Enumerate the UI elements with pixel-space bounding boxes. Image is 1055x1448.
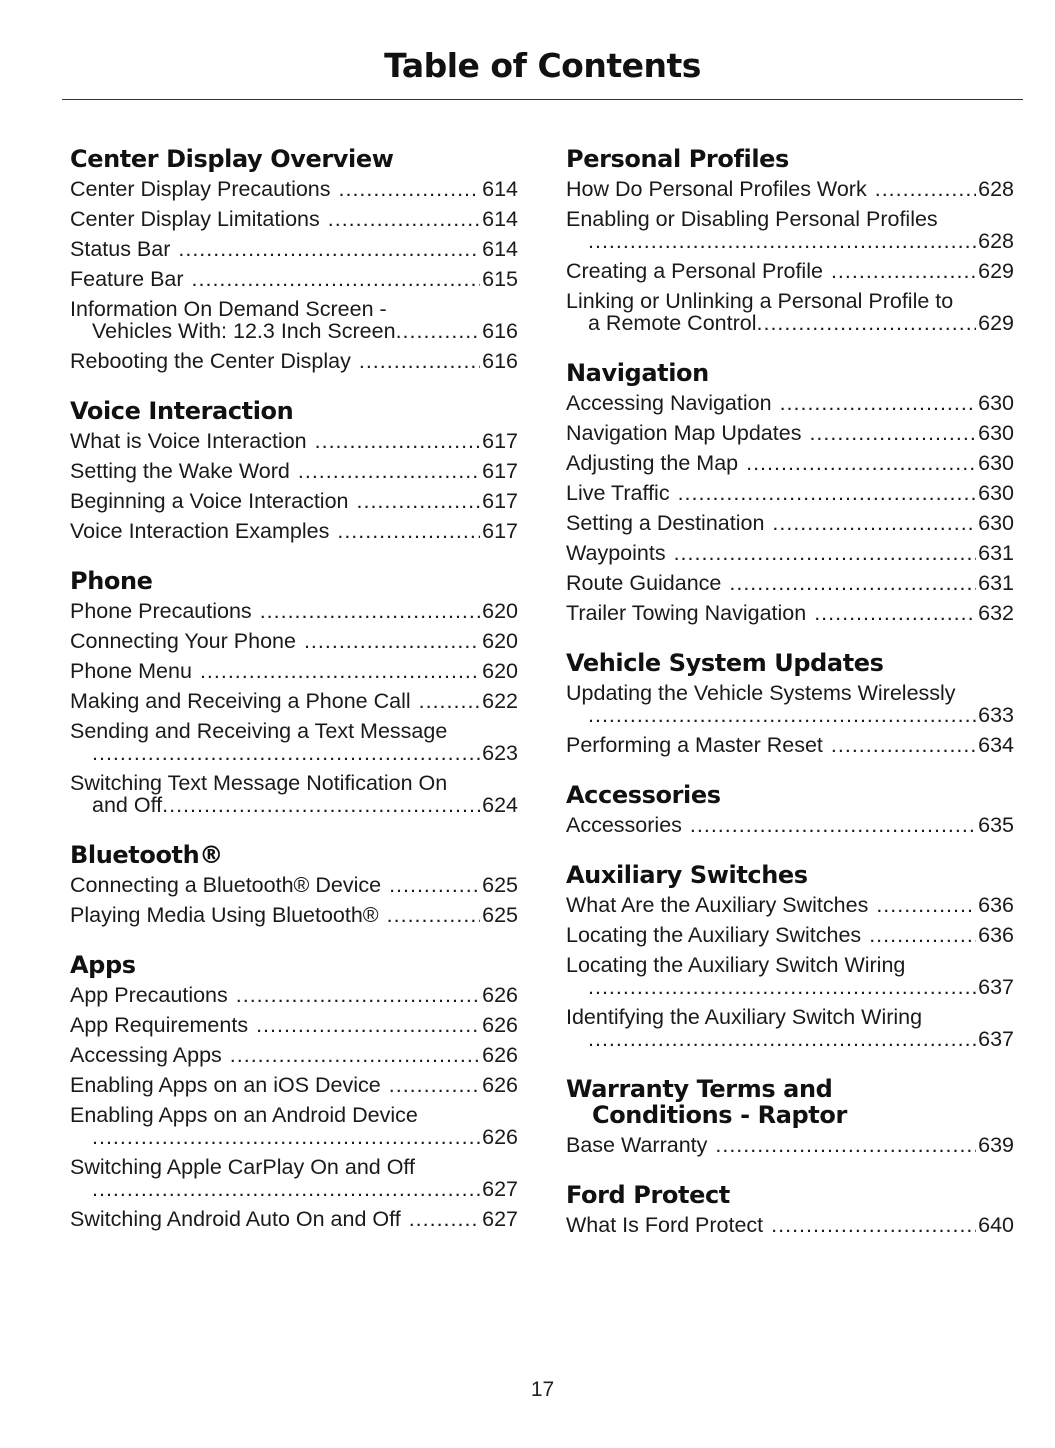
toc-section-phone (70, 568, 518, 816)
dot-leader (771, 1214, 976, 1236)
toc-entry-page: 617 (482, 429, 518, 453)
dot-leader (92, 742, 480, 764)
dot-leader (357, 490, 481, 512)
section-heading-text: Navigation (566, 359, 709, 387)
dot-leader (396, 320, 481, 342)
toc-left-column (70, 146, 518, 1256)
toc-entry[interactable] (566, 602, 1014, 624)
toc-section-navigation (566, 360, 1014, 624)
section-heading-continuation: Conditions - Raptor (592, 1101, 847, 1129)
toc-entry-label: Sending and Receiving a Text Message (70, 719, 448, 743)
toc-entry[interactable] (70, 1014, 518, 1036)
toc-entry[interactable] (70, 720, 518, 764)
section-heading (70, 568, 518, 594)
toc-entry-label: Feature Bar (70, 267, 184, 291)
toc-entry[interactable] (70, 490, 518, 512)
toc-entry-label: Enabling Apps on an Android Device (70, 1103, 418, 1127)
toc-entry-page: 640 (978, 1213, 1014, 1237)
section-heading (566, 360, 1014, 386)
toc-entry-label: Route Guidance (566, 571, 722, 595)
toc-entry[interactable] (70, 600, 518, 622)
dot-leader (236, 984, 480, 1006)
dot-leader (831, 260, 976, 282)
toc-entry[interactable] (566, 482, 1014, 504)
toc-entry-page: 636 (978, 893, 1014, 917)
dot-leader (260, 600, 480, 622)
section-heading-text: Vehicle System Updates (566, 649, 884, 677)
toc-entry-page: 626 (482, 1073, 518, 1097)
section-heading (566, 862, 1014, 888)
toc-entry[interactable] (70, 1208, 518, 1230)
section-heading-text: Warranty Terms and (566, 1075, 833, 1103)
toc-entry-label: Updating the Vehicle Systems Wirelessly (566, 681, 956, 705)
toc-entry-label: Playing Media Using Bluetooth® (70, 903, 379, 927)
toc-entry-page: 634 (978, 733, 1014, 757)
toc-entry-page: 624 (482, 793, 518, 817)
toc-section-accessories (566, 782, 1014, 836)
section-heading-text: Ford Protect (566, 1181, 730, 1209)
toc-entry[interactable] (70, 904, 518, 926)
toc-entry-label: Setting a Destination (566, 511, 765, 535)
toc-entry[interactable] (70, 178, 518, 200)
toc-entry-page: 633 (978, 703, 1014, 727)
dot-leader (328, 208, 480, 230)
toc-entry[interactable] (566, 734, 1014, 756)
dot-leader (92, 1126, 480, 1148)
toc-entry-label: Rebooting the Center Display (70, 349, 351, 373)
toc-entry-page: 617 (482, 489, 518, 513)
dot-leader (588, 704, 976, 726)
toc-entry-label: Live Traffic (566, 481, 670, 505)
toc-entry-label: Phone Menu (70, 659, 192, 683)
toc-entry-label: Accessing Apps (70, 1043, 222, 1067)
dot-leader (588, 230, 976, 252)
toc-entry-label-continuation: Vehicles With: 12.3 Inch Screen (92, 319, 396, 343)
dot-leader (772, 512, 976, 534)
dot-leader (200, 660, 480, 682)
dot-leader (230, 1044, 480, 1066)
toc-entry-page: 623 (482, 741, 518, 765)
toc-entry-label: What is Voice Interaction (70, 429, 307, 453)
toc-entry[interactable] (70, 874, 518, 896)
toc-entry[interactable] (70, 298, 518, 342)
toc-entry-page: 626 (482, 983, 518, 1007)
toc-entry-label: Accessories (566, 813, 682, 837)
dot-leader (869, 924, 976, 946)
toc-entry[interactable] (566, 260, 1014, 282)
dot-leader (875, 178, 976, 200)
toc-entry-label: App Requirements (70, 1013, 249, 1037)
toc-entry-page: 614 (482, 207, 518, 231)
toc-entry-page: 630 (978, 421, 1014, 445)
toc-entry[interactable] (70, 350, 518, 372)
toc-entry-page: 616 (482, 319, 518, 343)
dot-leader (419, 690, 481, 712)
dot-leader (780, 392, 977, 414)
section-heading-text: Center Display Overview (70, 145, 394, 173)
toc-entry[interactable] (566, 290, 1014, 334)
dot-leader (337, 520, 480, 542)
toc-entry-label: Center Display Precautions (70, 177, 331, 201)
section-heading (566, 782, 1014, 808)
dot-leader (304, 630, 480, 652)
title-divider (62, 99, 1023, 100)
toc-entry[interactable] (566, 1134, 1014, 1156)
section-heading-text: Auxiliary Switches (566, 861, 808, 889)
dot-leader (674, 542, 977, 564)
toc-entry[interactable] (566, 542, 1014, 564)
toc-entry-page: 636 (978, 923, 1014, 947)
toc-entry[interactable] (566, 814, 1014, 836)
toc-entry[interactable] (70, 430, 518, 452)
toc-entry[interactable] (70, 772, 518, 816)
section-heading-text: Personal Profiles (566, 145, 789, 173)
toc-entry[interactable] (70, 268, 518, 290)
toc-entry-page: 628 (978, 177, 1014, 201)
toc-entry[interactable] (566, 682, 1014, 726)
toc-entry-label: Switching Text Message Notification On (70, 771, 448, 795)
toc-entry-label: Information On Demand Screen - (70, 297, 387, 321)
dot-leader (409, 1208, 480, 1230)
toc-entry-label: Voice Interaction Examples (70, 519, 330, 543)
toc-entry-label: Locating the Auxiliary Switches (566, 923, 862, 947)
toc-entry-label: Switching Apple CarPlay On and Off (70, 1155, 415, 1179)
toc-entry-page: 626 (482, 1125, 518, 1149)
toc-entry-page: 616 (482, 349, 518, 373)
toc-entry-label: Navigation Map Updates (566, 421, 802, 445)
dot-leader (814, 602, 976, 624)
section-heading-text: Bluetooth® (70, 841, 223, 869)
toc-entry-label: Performing a Master Reset (566, 733, 823, 757)
dot-leader (389, 1074, 480, 1096)
toc-entry-page: 630 (978, 481, 1014, 505)
dot-leader (178, 238, 480, 260)
toc-entry-label-continuation: a Remote Control (588, 311, 757, 335)
toc-right-column (566, 146, 1014, 1262)
toc-entry-label: Waypoints (566, 541, 666, 565)
toc-entry-page: 628 (978, 229, 1014, 253)
toc-entry-label: Connecting a Bluetooth® Device (70, 873, 382, 897)
dot-leader (92, 1178, 480, 1200)
section-heading (566, 146, 1014, 172)
toc-entry-label: Phone Precautions (70, 599, 252, 623)
toc-entry[interactable] (70, 1074, 518, 1096)
toc-entry-label: Linking or Unlinking a Personal Profile to (566, 289, 954, 313)
toc-entry-label: What Are the Auxiliary Switches (566, 893, 869, 917)
toc-section-apps (70, 952, 518, 1230)
toc-entry[interactable] (566, 1006, 1014, 1050)
dot-leader (831, 734, 976, 756)
toc-entry-label: Enabling Apps on an iOS Device (70, 1073, 381, 1097)
dot-leader (387, 904, 480, 926)
toc-entry[interactable] (70, 460, 518, 482)
toc-entry[interactable] (566, 954, 1014, 998)
toc-entry-page: 627 (482, 1207, 518, 1231)
toc-entry-page: 620 (482, 599, 518, 623)
toc-entry[interactable] (70, 520, 518, 542)
section-heading-text: Voice Interaction (70, 397, 294, 425)
toc-entry[interactable] (566, 422, 1014, 444)
toc-entry-label: How Do Personal Profiles Work (566, 177, 867, 201)
dot-leader (757, 312, 977, 334)
toc-section-bluetooth (70, 842, 518, 926)
toc-entry-page: 614 (482, 177, 518, 201)
toc-entry[interactable] (566, 178, 1014, 200)
toc-section-auxiliary-switches (566, 862, 1014, 1050)
toc-entry-label: Accessing Navigation (566, 391, 772, 415)
toc-entry[interactable] (70, 208, 518, 230)
section-heading-text: Phone (70, 567, 153, 595)
dot-leader (162, 794, 480, 816)
toc-entry-label: Beginning a Voice Interaction (70, 489, 349, 513)
toc-entry[interactable] (566, 894, 1014, 916)
toc-entry-label: Enabling or Disabling Personal Profiles (566, 207, 938, 231)
toc-entry-page: 615 (482, 267, 518, 291)
toc-entry-page: 625 (482, 873, 518, 897)
toc-entry-label: Adjusting the Map (566, 451, 739, 475)
section-heading (70, 398, 518, 424)
toc-section-personal-profiles (566, 146, 1014, 334)
section-heading (566, 1076, 1014, 1128)
toc-entry-label: App Precautions (70, 983, 228, 1007)
toc-entry[interactable] (70, 630, 518, 652)
toc-entry-page: 632 (978, 601, 1014, 625)
toc-entry[interactable] (566, 572, 1014, 594)
toc-entry-page: 631 (978, 541, 1014, 565)
section-heading (70, 146, 518, 172)
dot-leader (339, 178, 481, 200)
toc-entry-label: Locating the Auxiliary Switch Wiring (566, 953, 906, 977)
toc-entry-page: 631 (978, 571, 1014, 595)
dot-leader (729, 572, 976, 594)
toc-entry-page: 626 (482, 1043, 518, 1067)
toc-entry[interactable] (566, 924, 1014, 946)
toc-section-vehicle-system-updates (566, 650, 1014, 756)
toc-entry-page: 617 (482, 519, 518, 543)
toc-entry[interactable] (70, 690, 518, 712)
toc-entry[interactable] (70, 238, 518, 260)
toc-entry-page: 637 (978, 1027, 1014, 1051)
dot-leader (192, 268, 481, 290)
dot-leader (315, 430, 481, 452)
toc-entry-page: 622 (482, 689, 518, 713)
toc-entry[interactable] (70, 1104, 518, 1148)
toc-entry-label: Setting the Wake Word (70, 459, 290, 483)
dot-leader (588, 1028, 976, 1050)
dot-leader (256, 1014, 480, 1036)
dot-leader (809, 422, 976, 444)
toc-entry-page: 637 (978, 975, 1014, 999)
toc-entry-label: Center Display Limitations (70, 207, 320, 231)
toc-entry-label: Switching Android Auto On and Off (70, 1207, 401, 1231)
toc-entry[interactable] (566, 208, 1014, 252)
toc-entry[interactable] (566, 452, 1014, 474)
section-heading (566, 1182, 1014, 1208)
page-number: 17 (530, 1378, 555, 1401)
dot-leader (715, 1134, 976, 1156)
toc-entry-page: 620 (482, 629, 518, 653)
toc-entry[interactable] (70, 1156, 518, 1200)
toc-entry-page: 617 (482, 459, 518, 483)
toc-entry-page: 630 (978, 391, 1014, 415)
toc-entry-label: Base Warranty (566, 1133, 708, 1157)
section-heading-text: Accessories (566, 781, 721, 809)
toc-section-ford-protect (566, 1182, 1014, 1236)
toc-entry-label-continuation: and Off (92, 793, 163, 817)
toc-entry-label: Trailer Towing Navigation (566, 601, 807, 625)
toc-entry[interactable] (566, 1214, 1014, 1236)
toc-entry[interactable] (70, 660, 518, 682)
page-title: Table of Contents (384, 46, 701, 85)
dot-leader (690, 814, 976, 836)
toc-entry-label: Making and Receiving a Phone Call (70, 689, 411, 713)
dot-leader (678, 482, 977, 504)
toc-entry[interactable] (70, 1044, 518, 1066)
toc-entry[interactable] (566, 392, 1014, 414)
dot-leader (359, 350, 480, 372)
toc-entry-page: 614 (482, 237, 518, 261)
dot-leader (298, 460, 480, 482)
toc-entry-page: 620 (482, 659, 518, 683)
toc-entry-page: 627 (482, 1177, 518, 1201)
toc-entry-label: Status Bar (70, 237, 171, 261)
toc-entry-page: 630 (978, 451, 1014, 475)
dot-leader (389, 874, 480, 896)
toc-entry-page: 639 (978, 1133, 1014, 1157)
section-heading-text: Apps (70, 951, 136, 979)
toc-entry-label: Connecting Your Phone (70, 629, 296, 653)
dot-leader (746, 452, 976, 474)
toc-entry-label: Creating a Personal Profile (566, 259, 823, 283)
toc-entry-label: What Is Ford Protect (566, 1213, 764, 1237)
section-heading (70, 842, 518, 868)
toc-entry-page: 629 (978, 259, 1014, 283)
toc-entry-page: 626 (482, 1013, 518, 1037)
toc-entry-page: 625 (482, 903, 518, 927)
section-heading (566, 650, 1014, 676)
toc-section-center-display-overview (70, 146, 518, 372)
dot-leader (588, 976, 976, 998)
section-heading (70, 952, 518, 978)
toc-entry-page: 630 (978, 511, 1014, 535)
toc-section-voice-interaction (70, 398, 518, 542)
toc-entry[interactable] (70, 984, 518, 1006)
toc-entry-page: 635 (978, 813, 1014, 837)
dot-leader (876, 894, 976, 916)
toc-entry[interactable] (566, 512, 1014, 534)
toc-entry-label: Identifying the Auxiliary Switch Wiring (566, 1005, 923, 1029)
toc-section-warranty-terms-and-conditions-raptor (566, 1076, 1014, 1156)
toc-entry-page: 629 (978, 311, 1014, 335)
